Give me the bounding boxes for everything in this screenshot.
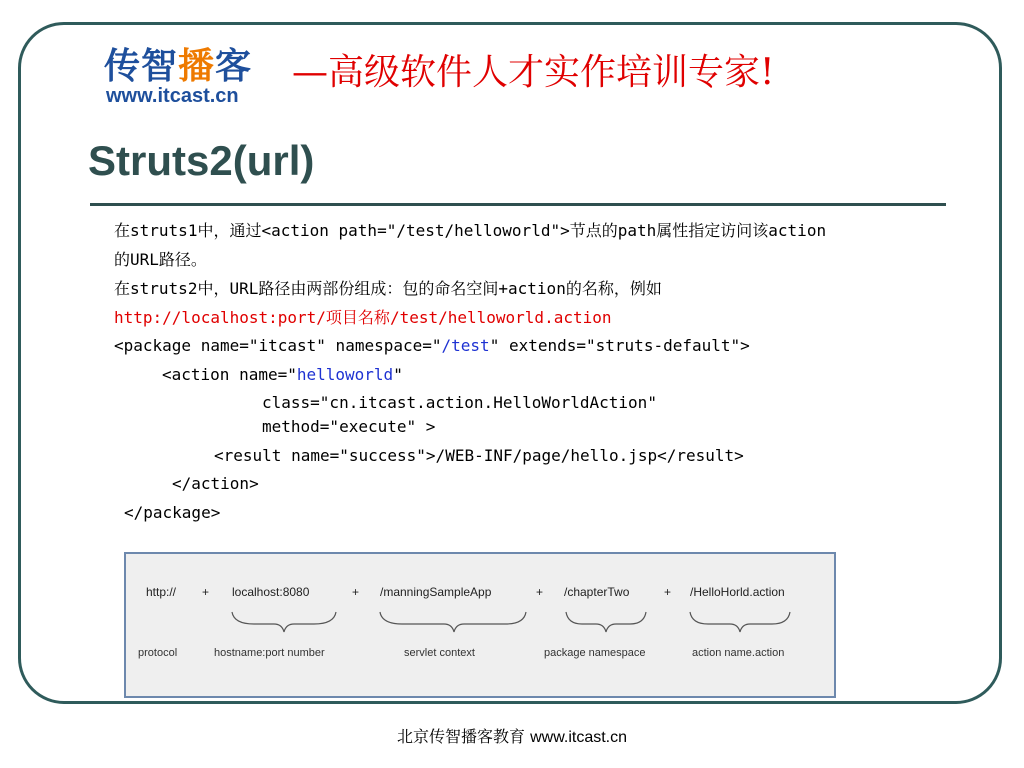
text: 在	[114, 221, 131, 240]
footer-url: www.itcast.cn	[530, 729, 628, 746]
url-diagram-graphic	[126, 554, 838, 700]
code-result: <result name="success">/WEB-INF/page/hello.jsp</result>	[214, 446, 744, 465]
segment-plus: +	[664, 585, 672, 599]
url-part: http://localhost:port/	[114, 308, 326, 327]
logo-text: 传智播客	[104, 46, 253, 87]
code-text: " extends="struts-default">	[489, 336, 750, 355]
text: URL	[229, 279, 259, 298]
text: 中，	[197, 279, 230, 298]
text: 路径由两部份组成：包的命名空间	[258, 279, 499, 298]
text: action	[768, 221, 827, 240]
code-action-name: helloworld	[296, 365, 394, 384]
brace-context	[380, 612, 526, 632]
text: URL	[130, 250, 159, 269]
text: 的名称，例如	[565, 279, 662, 298]
text: 在	[114, 279, 131, 298]
text: 属性指定访问该	[656, 221, 769, 240]
code-text: <action name="	[162, 365, 297, 384]
label-protocol: protocol	[138, 647, 178, 659]
paragraph-line-2	[114, 250, 207, 270]
segment-namespace: /chapterTwo	[564, 585, 630, 599]
text: 路径。	[158, 250, 207, 269]
label-host: hostname:port number	[214, 647, 325, 659]
url-part: /test/helloworld.action	[389, 308, 612, 327]
code-text: <package name="itcast" namespace="	[114, 336, 442, 355]
text: path	[617, 221, 657, 240]
text: +action	[498, 279, 566, 298]
text: struts2	[130, 279, 198, 298]
text: struts1	[130, 221, 198, 240]
code-package-open	[114, 336, 750, 356]
code-action-open	[162, 365, 403, 385]
code-text: "	[393, 365, 403, 384]
code-class-attr: class="cn.itcast.action.HelloWorldAction"	[262, 393, 657, 412]
code-method-attr: method="execute" >	[262, 417, 436, 436]
segment-plus: +	[536, 585, 544, 599]
footer-org: 北京传智播客教育	[396, 727, 525, 746]
logo-url: www.itcast.cn	[106, 85, 239, 107]
example-url	[114, 308, 612, 328]
slide-title: Struts2(url)	[88, 137, 315, 184]
footer	[0, 724, 1024, 747]
segment-plus: +	[202, 585, 210, 599]
code-namespace: /test	[441, 336, 490, 355]
text: 中，通过	[197, 221, 262, 240]
segment-protocol: http://	[146, 585, 177, 599]
label-context: servlet context	[404, 647, 475, 659]
label-namespace: package namespace	[544, 647, 646, 659]
segment-plus: +	[352, 585, 360, 599]
url-part: 项目名称	[325, 308, 390, 327]
code-action-close: </action>	[172, 474, 259, 493]
brace-host	[232, 612, 336, 632]
slogan: —高级软件人才实作培训专家!	[292, 52, 775, 93]
text: 节点的	[569, 221, 618, 240]
code-package-close: </package>	[124, 503, 221, 522]
paragraph-line-3	[114, 279, 662, 299]
label-action: action name.action	[692, 647, 785, 659]
text: 的	[114, 250, 131, 269]
brace-namespace	[566, 612, 646, 632]
code-text: <action path="/test/helloworld">	[261, 221, 570, 240]
url-structure-diagram	[124, 552, 836, 698]
segment-host: localhost:8080	[232, 585, 310, 599]
brace-action	[690, 612, 790, 632]
segment-action: /HelloHorld.action	[690, 585, 785, 599]
segment-context: /manningSampleApp	[380, 585, 492, 599]
paragraph-line-1	[114, 221, 826, 241]
